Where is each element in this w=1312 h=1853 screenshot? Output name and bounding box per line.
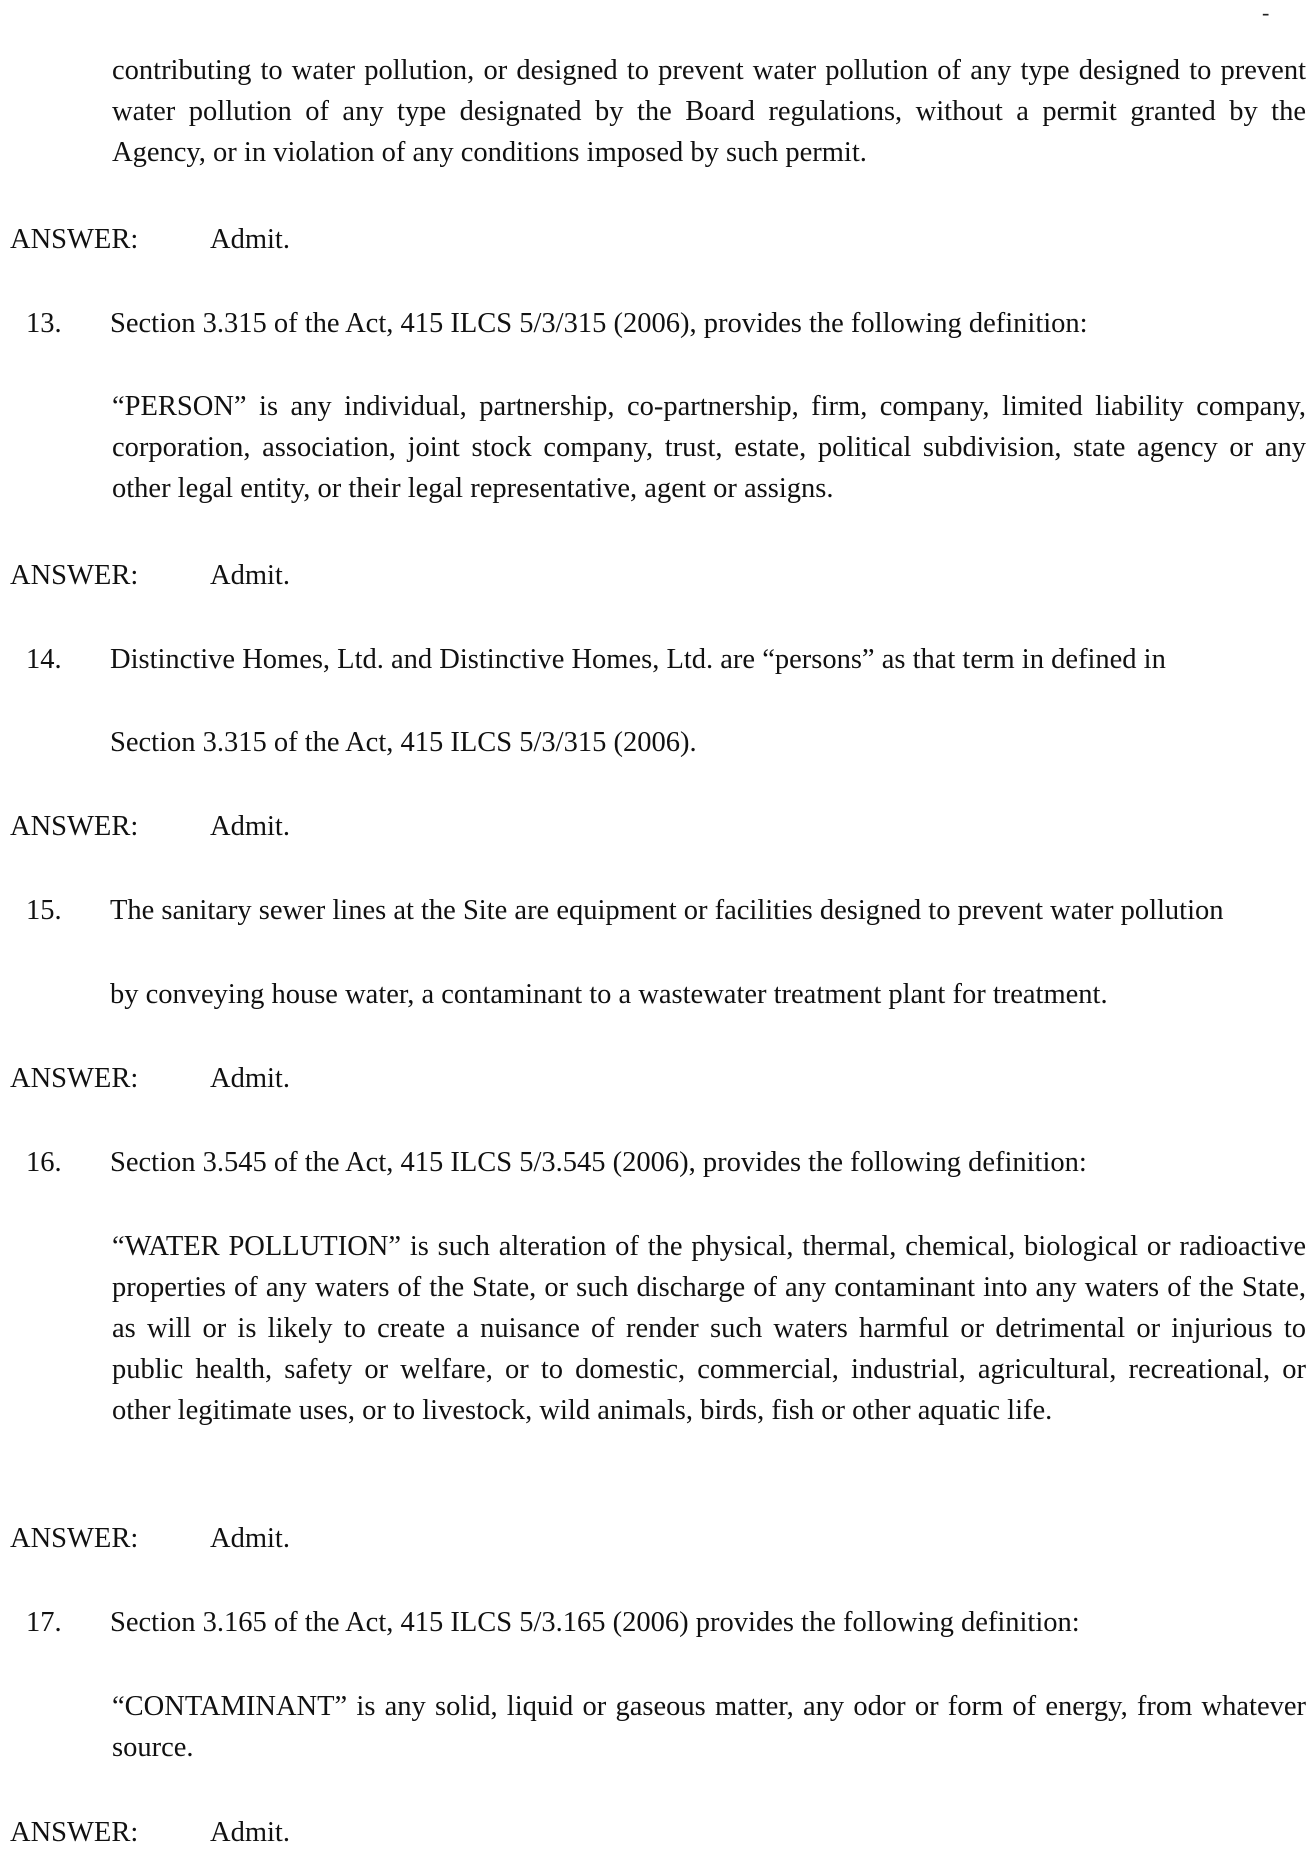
answer-13	[10, 555, 290, 596]
paragraph-14-continuation: Section 3.315 of the Act, 415 ILCS 5/3/315 (2006).	[110, 727, 697, 758]
answer-15	[10, 1058, 290, 1099]
paragraph-text: Section 3.315 of the Act, 415 ILCS 5/3/315 (2006), provides the following definition:	[110, 308, 1088, 339]
paragraph-12-continuation: contributing to water pollution, or designed to prevent water pollution of any type designed to prevent water pollution of any type designated by the Board regulations, without a permit granted by the Agency, or in violation of any conditions imposed by such permit.	[112, 55, 1306, 168]
paragraph-text: Section 3.545 of the Act, 415 ILCS 5/3.545 (2006), provides the following definition:	[110, 1147, 1087, 1178]
answer-label: ANSWER:	[10, 1523, 139, 1554]
paragraph-17	[10, 1602, 1306, 1643]
paragraph-16	[10, 1142, 1306, 1183]
paragraph-13	[10, 303, 1306, 344]
paragraph-text: Distinctive Homes, Ltd. and Distinctive Homes, Ltd. are “persons” as that term in defined in	[110, 644, 1166, 675]
answer-14	[10, 806, 290, 847]
paragraph-number: 14.	[26, 644, 62, 675]
paragraph-number: 17.	[26, 1607, 62, 1638]
paragraph-number: 15.	[26, 895, 62, 926]
paragraph-number: 13.	[26, 308, 62, 339]
answer-value: Admit.	[210, 1063, 290, 1094]
answer-value: Admit.	[210, 560, 290, 591]
answer-label: ANSWER:	[10, 224, 139, 255]
paragraph-15-continuation: by conveying house water, a contaminant to a wastewater treatment plant for treatment.	[110, 979, 1108, 1010]
answer-label: ANSWER:	[10, 560, 139, 591]
paragraph-number: 16.	[26, 1147, 62, 1178]
contaminant-definition-quote: “CONTAMINANT” is any solid, liquid or gaseous matter, any odor or form of energy, from whatever source.	[112, 1691, 1306, 1763]
paragraph-text: Section 3.165 of the Act, 415 ILCS 5/3.165 (2006) provides the following definition:	[110, 1607, 1080, 1638]
answer-value: Admit.	[210, 224, 290, 255]
paragraph-text: The sanitary sewer lines at the Site are equipment or facilities designed to prevent water pollution	[110, 895, 1224, 926]
answer-16	[10, 1518, 290, 1559]
answer-label: ANSWER:	[10, 1817, 139, 1848]
answer-17	[10, 1812, 290, 1853]
paragraph-14	[10, 639, 1306, 680]
answer-value: Admit.	[210, 1523, 290, 1554]
water-pollution-definition-quote: “WATER POLLUTION” is such alteration of the physical, thermal, chemical, biological or radioactive properties of any waters of the State, or such discharge of any contaminant into any waters of the State, as will or is likely to create a nuisance of render such waters harmful or detrimental or injurious to public health, safety or welfare, or to domestic, commercial, industrial, agricultural, recreational, or other legitimate uses, or to livestock, wild animals, birds, fish or other aquatic life.	[112, 1231, 1306, 1426]
person-definition-quote: “PERSON” is any individual, partnership, co-partnership, firm, company, limited liability company, corporation, association, joint stock company, trust, estate, political subdivision, state agency or any other legal entity, or their legal representative, agent or assigns.	[112, 391, 1306, 504]
answer-value: Admit.	[210, 1817, 290, 1848]
answer-label: ANSWER:	[10, 1063, 139, 1094]
answer-value: Admit.	[210, 811, 290, 842]
answer-12	[10, 219, 290, 260]
answer-label: ANSWER:	[10, 811, 139, 842]
corner-mark: -	[1262, 0, 1270, 25]
paragraph-15	[10, 890, 1306, 931]
